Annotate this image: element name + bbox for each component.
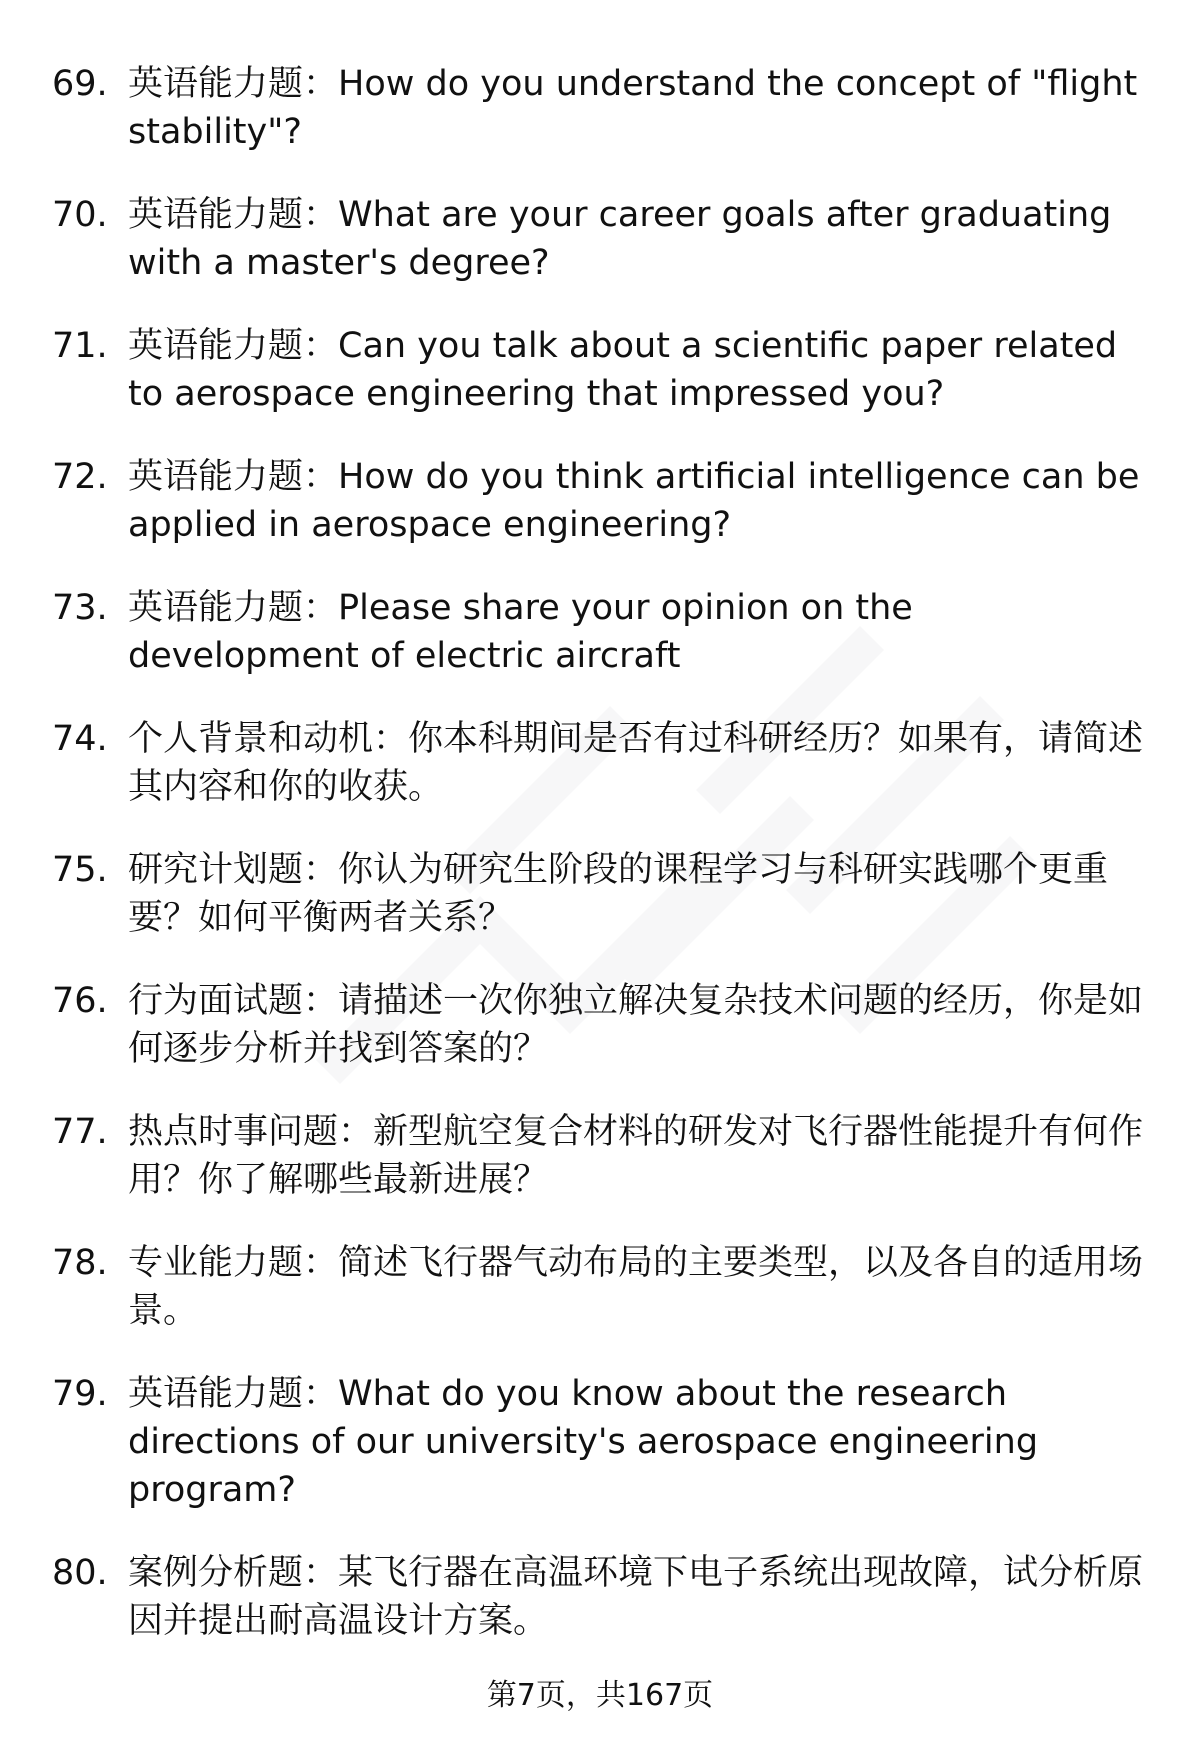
question-text: How do you think artificial intelligence can be applied in aerospace engineering? xyxy=(128,457,1140,545)
question-category: 英语能力题： xyxy=(128,64,339,104)
question-body xyxy=(128,453,1152,549)
question-item-79 xyxy=(52,1370,1152,1514)
question-text: What do you know about the research directions of our university's aerospace engineering program? xyxy=(128,1374,1039,1510)
question-text: Can you talk about a scientific paper related to aerospace engineering that impressed you? xyxy=(128,326,1118,414)
question-text: 新型航空复合材料的研发对飞行器性能提升有何作用？你了解哪些最新进展？ xyxy=(128,1112,1144,1200)
question-category: 英语能力题： xyxy=(128,457,339,497)
question-text: 你认为研究生阶段的课程学习与科研实践哪个更重要？如何平衡两者关系？ xyxy=(128,850,1109,938)
question-text: 某飞行器在高温环境下电子系统出现故障，试分析原因并提出耐高温设计方案。 xyxy=(128,1553,1144,1641)
question-number: 69. xyxy=(52,64,108,104)
question-body xyxy=(128,846,1152,942)
question-number: 78. xyxy=(52,1243,108,1283)
question-body xyxy=(128,322,1152,418)
page-number-footer: 第7页，共167页 xyxy=(486,1678,714,1713)
question-category: 研究计划题： xyxy=(128,850,339,890)
question-item-70 xyxy=(52,191,1152,287)
question-body xyxy=(128,1370,1152,1514)
question-category: 行为面试题： xyxy=(128,981,339,1021)
question-body xyxy=(128,1549,1152,1645)
question-category: 英语能力题： xyxy=(128,588,339,628)
question-number: 70. xyxy=(52,195,108,235)
question-item-80 xyxy=(52,1549,1152,1645)
question-body xyxy=(128,977,1152,1073)
question-body xyxy=(128,584,1152,680)
question-category: 英语能力题： xyxy=(128,195,339,235)
question-body xyxy=(128,715,1152,811)
question-number: 73. xyxy=(52,588,108,628)
question-body xyxy=(128,60,1152,156)
question-item-77 xyxy=(52,1108,1152,1204)
question-number: 71. xyxy=(52,326,108,366)
question-text: 简述飞行器气动布局的主要类型，以及各自的适用场景。 xyxy=(128,1243,1144,1331)
question-item-71 xyxy=(52,322,1152,418)
question-body xyxy=(128,1239,1152,1335)
question-category: 案例分析题： xyxy=(128,1553,339,1593)
question-text: What are your career goals after graduating with a master's degree? xyxy=(128,195,1112,283)
question-text: 请描述一次你独立解决复杂技术问题的经历，你是如何逐步分析并找到答案的？ xyxy=(128,981,1144,1069)
question-list xyxy=(52,60,1152,1680)
question-category: 个人背景和动机： xyxy=(128,719,409,759)
question-number: 80. xyxy=(52,1553,108,1593)
question-category: 热点时事问题： xyxy=(128,1112,374,1152)
question-item-75 xyxy=(52,846,1152,942)
question-category: 英语能力题： xyxy=(128,326,339,366)
question-text: Please share your opinion on the development of electric aircraft xyxy=(128,588,913,676)
question-text: 你本科期间是否有过科研经历？如果有，请简述其内容和你的收获。 xyxy=(128,719,1144,807)
question-item-73 xyxy=(52,584,1152,680)
question-item-78 xyxy=(52,1239,1152,1335)
question-item-72 xyxy=(52,453,1152,549)
question-text: How do you understand the concept of "flight stability"? xyxy=(128,64,1138,152)
question-item-76 xyxy=(52,977,1152,1073)
question-category: 专业能力题： xyxy=(128,1243,339,1283)
question-number: 74. xyxy=(52,719,108,759)
question-number: 76. xyxy=(52,981,108,1021)
question-body xyxy=(128,1108,1152,1204)
question-number: 77. xyxy=(52,1112,108,1152)
question-number: 79. xyxy=(52,1374,108,1414)
question-number: 75. xyxy=(52,850,108,890)
question-item-69 xyxy=(52,60,1152,156)
question-category: 英语能力题： xyxy=(128,1374,339,1414)
question-item-74 xyxy=(52,715,1152,811)
question-number: 72. xyxy=(52,457,108,497)
question-body xyxy=(128,191,1152,287)
